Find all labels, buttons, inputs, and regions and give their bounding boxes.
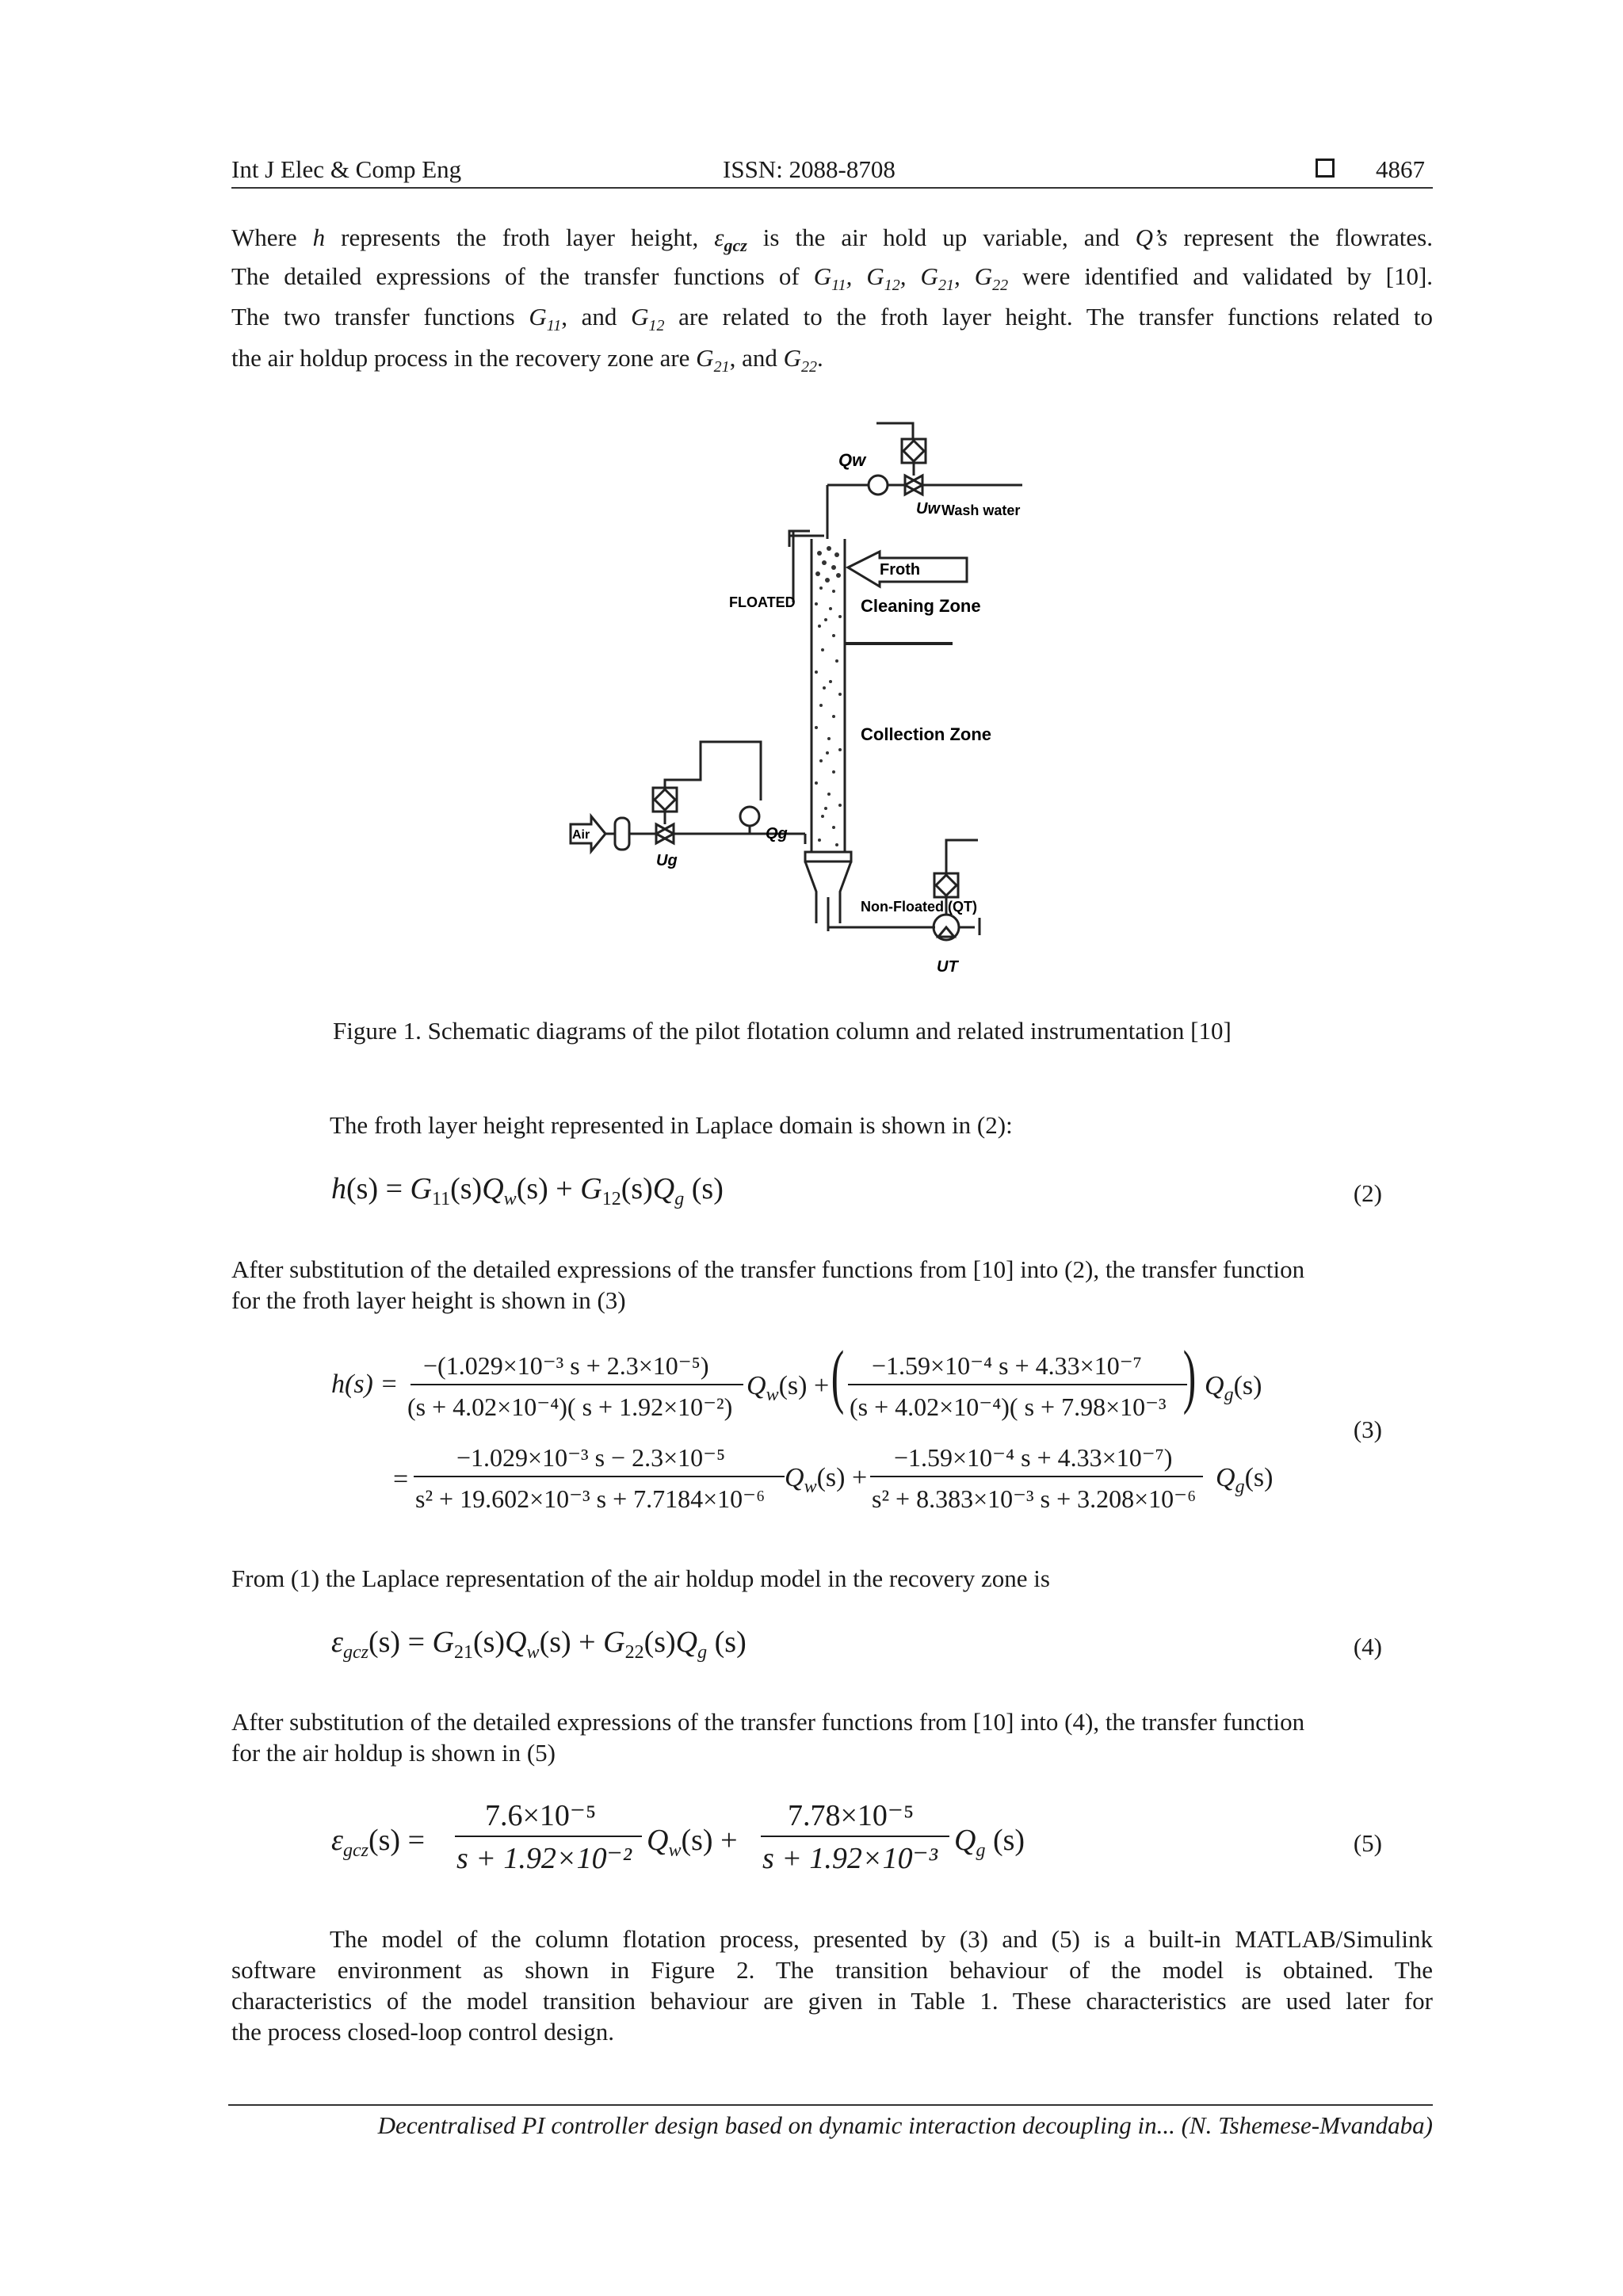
eq3-equals: = (393, 1465, 409, 1494)
eq3-frac3-bar (414, 1476, 785, 1477)
equation-4: $\varepsilon_{gcz}(s) = G_{21}(s)Q_w(s) + G_{22}(s)Q_g$ (s) (331, 1626, 747, 1663)
eq5-frac1-bar (455, 1836, 642, 1837)
label-floated: FLOATED (729, 594, 796, 610)
eq3-qw1: $Q_w(s)$ + (747, 1371, 830, 1405)
eq3-frac4-bar (870, 1476, 1203, 1477)
intro-paragraph: Where h represents the froth layer height, $\varepsilon_{gcz}$ is the air hold up variable, and Q’s represent the flowrates. The detailed expressions of the transfer functions of $G_{11}$, $G_{12}$, $G_{21}$, $G_{22}$ were identified and validated by [10]. The two transfer functions $G_{11}$, and $G_{12}$ are related to the froth layer height. The transfer functions related to the air holdup process in the recovery zone are $G_{21}$, and $G_{22}$. (231, 223, 1434, 376)
eq3-frac4-den: s² + 8.383×10⁻³ s + 3.208×10⁻⁶ (872, 1484, 1197, 1513)
square-outline-icon (1316, 159, 1335, 178)
label-wash-water: Wash water (941, 502, 1021, 518)
eq3-qw2: $Q_w(s)$ + (785, 1463, 868, 1497)
footer-running-title: Decentralised PI controller design based on dynamic interaction decoupling in... (N. Tshemese-Mvandaba) (377, 2111, 1433, 2139)
eq3-frac1-num: −(1.029×10⁻³ s + 2.3×10⁻⁵) (423, 1351, 709, 1380)
label-non-floated: Non-Floated (QT) (861, 899, 977, 915)
eq5-qg: $Q_g$ (s) (954, 1824, 1025, 1861)
equation-2: $h(s) = G_{11}(s)Q_w(s) + G_{12}(s)Q_g$ (s) (331, 1172, 724, 1209)
equation-4-number: (4) (1353, 1633, 1382, 1660)
flotation-column-diagram (555, 412, 1094, 983)
paragraph-after-eq2-line2: for the froth layer height is shown in (3) (231, 1286, 626, 1314)
figure1-caption: Figure 1. Schematic diagrams of the pilot flotation column and related instrumentation [10] (333, 1017, 1232, 1045)
eq3-frac2-bar (848, 1384, 1187, 1385)
eq5-frac2-den: s + 1.92×10⁻³ (762, 1842, 938, 1875)
journal-name: Int J Elec & Comp Eng (231, 155, 462, 183)
eq5-frac2-num: 7.78×10⁻⁵ (788, 1799, 915, 1832)
eq5-frac1-num: 7.6×10⁻⁵ (485, 1799, 597, 1832)
paragraph-from-eq1: From (1) the Laplace representation of the air holdup model in the recovery zone is (231, 1564, 1050, 1592)
eq3-qg2: $Q_g(s)$ (1216, 1463, 1274, 1497)
eq3-left-paren: ( (831, 1337, 845, 1415)
equation-5-number: (5) (1353, 1829, 1382, 1857)
eq3-right-paren: ) (1182, 1337, 1197, 1415)
label-ug: Ug (656, 852, 678, 869)
label-uw: Uw (916, 500, 940, 518)
eq3-frac1-den: (s + 4.02×10⁻⁴)( s + 1.92×10⁻²) (407, 1392, 733, 1421)
eq3-frac1-bar (411, 1384, 743, 1385)
eq5-lhs: $\varepsilon_{gcz}(s)$ = (331, 1824, 426, 1861)
equation-2-number: (2) (1353, 1179, 1382, 1207)
paragraph-after-eq4-line1: After substitution of the detailed expressions of the transfer functions from [10] into (4), the transfer function (231, 1708, 1305, 1736)
eq3-qg1: $Q_g(s)$ (1205, 1371, 1262, 1405)
paragraph-after-eq2-line1: After substitution of the detailed expressions of the transfer functions from [10] into (2), the transfer function (231, 1255, 1305, 1283)
label-froth: Froth (880, 561, 921, 579)
eq5-qw: $Q_w(s)$ + (647, 1824, 738, 1861)
header-rule (231, 187, 1433, 189)
final-paragraph: The model of the column flotation process, presented by (3) and (5) is a built-in MATLAB/Simulink software environment as shown in Figure 2. The transition behaviour of the model is obtained. The characteristics of the model transition behaviour are given in Table 1. These characteristics are used later for the process closed-loop control design. (231, 1925, 1433, 2046)
issn: ISSN: 2088-8708 (723, 155, 896, 183)
eq3-frac3-den: s² + 19.602×10⁻³ s + 7.7184×10⁻⁶ (415, 1484, 766, 1513)
eq3-frac2-num: −1.59×10⁻⁴ s + 4.33×10⁻⁷ (872, 1351, 1142, 1380)
eq3-lhs: h(s) = (331, 1370, 399, 1399)
label-air: Air (572, 828, 590, 842)
label-collection-zone: Collection Zone (861, 724, 991, 744)
eq3-frac4-num: −1.59×10⁻⁴ s + 4.33×10⁻⁷) (894, 1443, 1173, 1472)
eq5-frac2-bar (761, 1836, 949, 1837)
eq3-frac2-den: (s + 4.02×10⁻⁴)( s + 7.98×10⁻³ (850, 1392, 1167, 1421)
label-qw: Qw (838, 450, 866, 470)
eq3-frac3-num: −1.029×10⁻³ s − 2.3×10⁻⁵ (456, 1443, 726, 1472)
paragraph-after-eq4-line2: for the air holdup is shown in (5) (231, 1739, 556, 1767)
paragraph-froth-intro: The froth layer height represented in Laplace domain is shown in (2): (330, 1111, 1013, 1139)
footer-rule (228, 2104, 1433, 2106)
page-number: 4867 (1376, 155, 1425, 183)
label-ut: UT (937, 958, 958, 976)
equation-3-number: (3) (1353, 1415, 1382, 1443)
eq5-frac1-den: s + 1.92×10⁻² (456, 1842, 632, 1875)
label-cleaning-zone: Cleaning Zone (861, 596, 981, 616)
label-qg: Qg (766, 825, 788, 842)
